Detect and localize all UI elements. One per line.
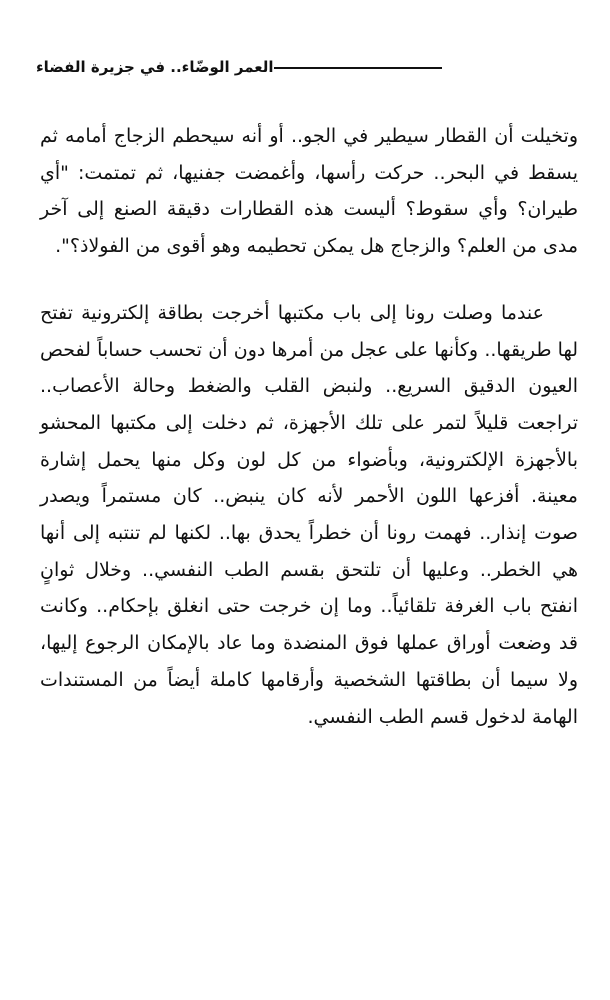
running-header-title: العمر الوضّاء.. في جزيرة الفضاء — [36, 58, 274, 76]
header-rule — [274, 67, 442, 69]
paragraph: عندما وصلت رونا إلى باب مكتبها أخرجت بطاقة إلكترونية تفتح لها طريقها.. وكأنها على عجل من أمرها دون أن تحسب حساباً لفحص العيون الدقيق السريع.. ولنبض القلب والضغط وحالة الأعصاب.. تراجعت قليلاً لتمر على تلك الأجهزة، ثم دخلت إلى مكتبها المحشو بالأجهزة الإلكترونية، وبأضواء من كل لون وكل منها يحمل إشارة معينة. أفزعها اللون الأحمر لأنه كان ينبض.. كان مستمراً ويصدر صوت إنذار.. فهمت رونا أن خطراً يحدق بها.. لكنها لم تنتبه إلى أنها هي الخطر.. وعليها أن تلتحق بقسم الطب النفسي.. وخلال ثوانٍ انفتح باب الغرفة تلقائياً.. وما إن خرجت حتى انغلق بإحكام.. وكانت قد وضعت أوراق عملها فوق المنضدة وما عاد بالإمكان الرجوع إليها، ولا سيما أن بطاقتها الشخصية وأرقامها كاملة أيضاً من المستندات الهامة لدخول قسم الطب النفسي. — [40, 301, 578, 728]
body-text — [40, 118, 578, 735]
paragraph: وتخيلت أن القطار سيطير في الجو.. أو أنه سيحطم الزجاج أمامه ثم يسقط في البحر.. حركت رأسها، وأغمضت جفنيها، ثم تمتمت: "أي طيران؟ وأي سقوط؟ أليست هذه القطارات دقيقة الصنع إلى آخر مدى من العلم؟ والزجاج هل يمكن تحطيمه وهو أقوى من الفولاذ؟". — [40, 125, 578, 258]
running-header — [30, 58, 578, 76]
